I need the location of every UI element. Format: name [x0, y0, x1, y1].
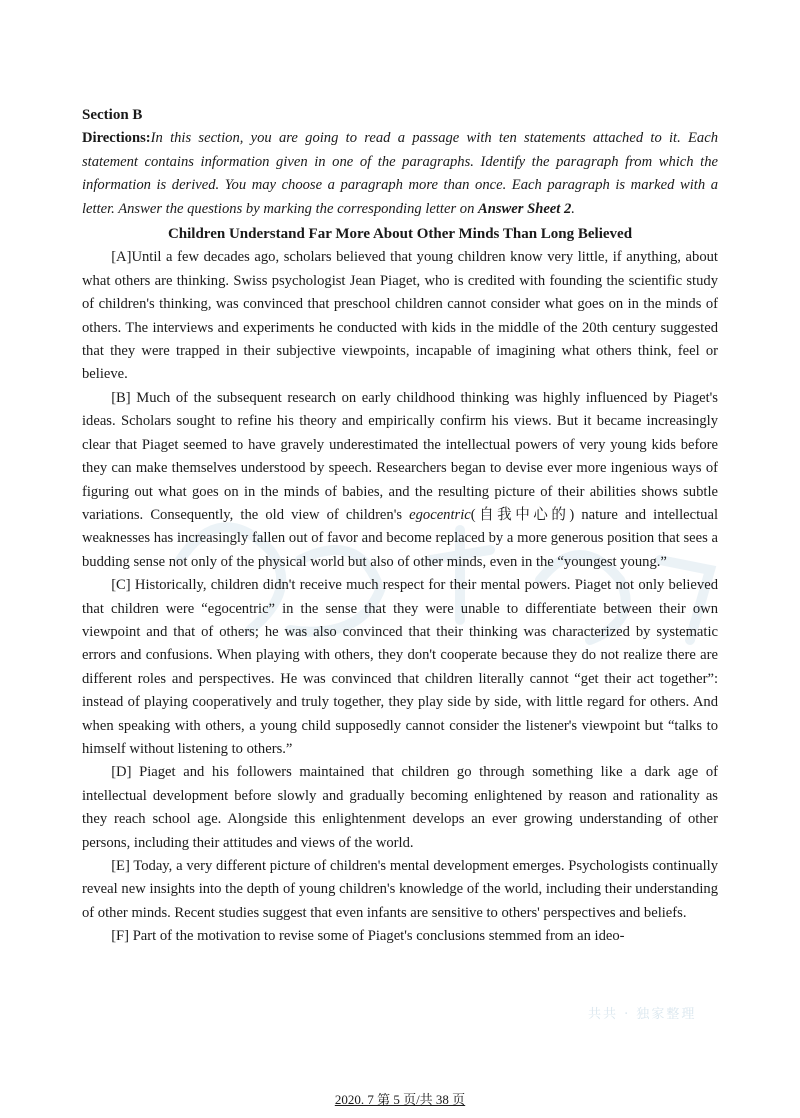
- page-number: 2020. 7 第 5 页/共 38 页: [334, 1092, 466, 1107]
- paragraph-d: [D] Piaget and his followers maintained that children go through something like a dark age of intellectual development before slowly and gradually becoming enlightened by reason and rationality as they reach school age. Alongside this enlightenment develops an ever growing understanding of other persons, including their attitudes and views of the world.: [82, 764, 718, 851]
- paragraph-c: [C] Historically, children didn't receive much respect for their mental powers. Piaget not only believed that children were “egocentric” in the sense that they were unable to differentiate between their own viewpoint and that of others; he was also convinced that their thinking was characterized by systematic errors and confusions. When playing with others, they don't cooperate because they do not realize there are different roles and perspectives. He was convinced that children literally cannot “get their act together”: instead of playing cooperatively and truly together, they play side by side, with little regard for others. And when speaking with others, a young child supposedly cannot consider the listener's viewpoint but “talks to himself without listening to others.”: [82, 577, 718, 757]
- answer-sheet-label: Answer Sheet 2: [478, 200, 572, 217]
- document-body: [82, 104, 718, 949]
- section-heading: Section B: [82, 107, 143, 123]
- paragraph-f: [F] Part of the motivation to revise some of Piaget's conclusions stemmed from an ideo-: [111, 928, 625, 945]
- directions: Directions:In this section, you are going to read a passage with ten statements attached to it. Each statement contains information given in one of the paragraphs. Identify the paragraph from which the information is derived. You may choose a paragraph more than once. Each paragraph is marked with a letter. Answer the questions by marking the corresponding letter on Answer Sheet 2.: [82, 130, 718, 217]
- term-egocentric: egocentric: [409, 506, 471, 523]
- paragraph-e: [E] Today, a very different picture of children's mental development emerges. Psychologists continually reveal new insights into the depth of young children's knowledge of the world, including their understanding of other minds. Recent studies suggest that even infants are sensitive to others' perspectives and beliefs.: [82, 858, 718, 921]
- page-footer: [0, 1089, 800, 1108]
- directions-label: Directions: [82, 130, 146, 147]
- paragraph-a: [A]Until a few decades ago, scholars believed that young children know very little, if anything, about what others are thinking. Swiss psychologist Jean Piaget, who is credited with founding the scientific study of children's thinking, was convinced that preschool children cannot consider what goes on in the minds of others. The interviews and experiments he conducted with kids in the middle of the 20th century suggested that they were trapped in their subjective viewpoints, incapable of imagining what others think, feel or believe.: [82, 249, 718, 383]
- watermark-text: 共共 · 独家整理: [588, 1007, 697, 1022]
- passage-title: Children Understand Far More About Other Minds Than Long Believed: [167, 226, 633, 243]
- paragraph-b: [B] Much of the subsequent research on early childhood thinking was highly influenced by Piaget's ideas. Scholars sought to refine his theory and empirically confirm his views. But it became increasingly clear that Piaget seemed to have gravely underestimated the intellectual powers of very young kids before they can make themselves understood by speech. Researchers began to devise ever more ingenious ways of figuring out what goes on in the minds of babies, and the resulting picture of their abilities shows subtle variations. Consequently, the old view of children's egocentric(自我中心的) nature and intellectual weaknesses has increasingly fallen out of favor and become replaced by a more generous position that sees a budding sense not only of the physical world but also of other minds, even in the “youngest young.”: [82, 389, 718, 570]
- chinese-gloss: (自我中心的): [470, 506, 575, 523]
- directions-text: In this section, you are going to read a passage with ten statements attached to it. Each statement contains information given in one of the paragraphs. Identify the paragraph from which the information is derived. You may choose a paragraph more than once. Each paragraph is marked with a letter. Answer the questions by marking the corresponding letter on: [82, 130, 718, 217]
